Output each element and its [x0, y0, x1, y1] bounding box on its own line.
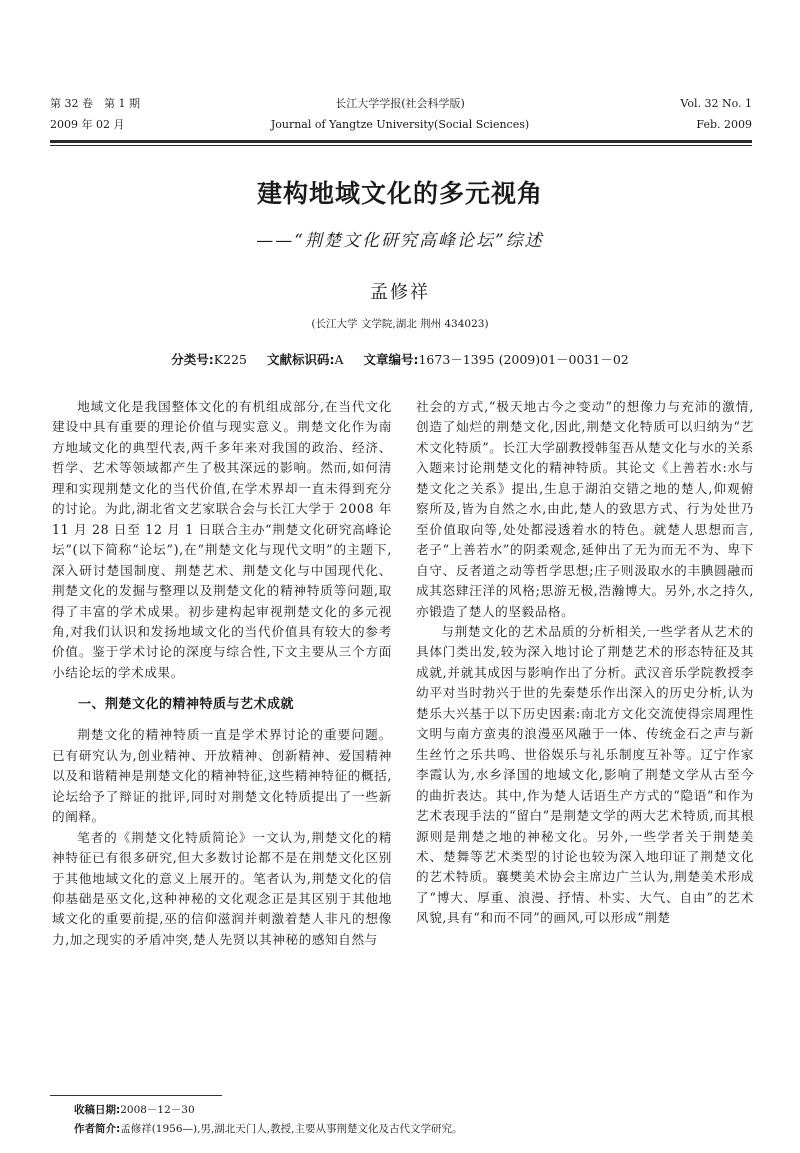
class-number-value: K225 [213, 352, 247, 367]
author-affiliation: (长江大学 文学院,湖北 荆州 434023) [311, 318, 489, 330]
author-bio-value: 孟修祥(1956—),男,湖北天门人,教授,主要从事荆楚文化及古代文学研究。 [120, 1123, 463, 1135]
body-paragraph: 荆楚文化的精神特质一直是学术界讨论的重要问题。已有研究认为,创业精神、开放精神、创新精神、爱国精神以及和谐精神是荆楚文化的精神特征,这些精神特征的概括,论坛给予了辩证的批评,同时对荆楚文化特质提出了一些新的阐释。 [52, 727, 392, 825]
running-header [0, 0, 800, 140]
class-number-label: 分类号: [171, 352, 214, 367]
document-code-value: A [334, 352, 344, 367]
volume-issue-cn: 第 32 卷 第 1 期 [50, 97, 140, 110]
received-date-label: 收稿日期: [74, 1104, 121, 1116]
author-bio [74, 1122, 462, 1136]
author-bio-label: 作者简介: [74, 1123, 121, 1135]
author-name: 孟修祥 [370, 282, 430, 303]
document-code-label: 文献标识码: [266, 352, 335, 367]
header-rule-thin [50, 145, 752, 146]
body-paragraph: 地域文化是我国整体文化的有机组成部分,在当代文化建设中具有重要的理论价值与现实意义。荆楚文化作为南方地域文化的典型代表,两千多年来对我国的政治、经济、哲学、艺术等领域都产生了极其深远的影响。然而,如何清理和实现荆楚文化的当代价值,在学术界却一直未得到充分的讨论。为此,湖北省文艺家联合会与长江大学于 2008 年 11 月 28 日至 12 月 1 日联合主办“荆楚文化研究高峰论坛”(以下简称“论坛”),在“荆楚文化与现代文明”的主题下,深入研讨楚国制度、荆楚艺术、荆楚文化与中国现代化、荆楚文化的发掘与整理以及荆楚文化的精神特质等问题,取得了丰富的学术成果。初步建构起审视荆楚文化的多元视角,对我们认识和发扬地域文化的当代价值具有较大的参考价值。鉴于学术讨论的深度与综合性,下文主要从三个方面小结论坛的学术成果。 [52, 399, 392, 680]
classification-line [0, 351, 800, 369]
received-date [74, 1103, 195, 1117]
article-number-label: 文章编号: [363, 352, 419, 367]
volume-issue-en: Vol. 32 No. 1 [680, 97, 752, 110]
publication-date-en: Feb. 2009 [696, 118, 752, 131]
body-paragraph: 与荆楚文化的艺术品质的分析相关,一些学者从艺术的具体门类出发,较为深入地讨论了荆楚艺术的形态特征及其成就,并就其成因与影响作出了分析。武汉音乐学院教授李幼平对当时勃兴于世的先秦楚乐作出深入的历史分析,认为楚乐大兴基于以下历史因素:南北方文化交流使得宗周理性文明与南方蛮夷的浪漫巫风融于一体、传统金石之声与新生丝竹之乐共鸣、世俗娱乐与礼乐制度互补等。辽宁作家李霞认为,水乡泽国的地域文化,影响了荆楚文学从古至今的曲折表达。其中,作为楚人话语生产方式的“隐语”和作为艺术表现手法的“留白”是荆楚文学的两大艺术特质,而其根源则是荆楚之地的神秘文化。另外,一些学者关于荆楚美术、楚舞等艺术类型的讨论也较为深入地印证了荆楚文化的艺术特质。襄樊美术协会主席边广兰认为,荆楚美术形成了“博大、厚重、浪漫、抒情、朴实、大气、自由”的艺术风貌,具有“和而不同”的画风,可以形成“荆楚 [416, 623, 754, 926]
body-column-left [52, 397, 392, 950]
body-paragraph: 笔者的《荆楚文化特质简论》一文认为,荆楚文化的精神特征已有很多研究,但大多数讨论都不是在荆楚文化区别于其他地域文化的意义上展开的。笔者认为,荆楚文化的信仰基础是巫文化,这种神秘的文化观念正是其区别于其他地域文化的重要前提,巫的信仰滋润并刺激着楚人非凡的想像力,加之现实的矛盾冲突,楚人先贤以其神秘的感知自然与 [52, 829, 392, 947]
article-subtitle: ——“荆楚文化研究高峰论坛”综述 [256, 231, 544, 251]
article-number-value: 1673－1395 (2009)01－0031－02 [418, 352, 629, 367]
body-column-right [416, 397, 754, 929]
publication-date-cn: 2009 年 02 月 [50, 118, 125, 131]
body-paragraph: 社会的方式,“极天地古今之变动”的想像力与充沛的激情,创造了灿烂的荆楚文化,因此,荆楚文化特质可以归纳为“艺术文化特质”。长江大学副教授韩玺吾从楚文化与水的关系入题来讨论荆楚文化的精神特质。其论文《上善若水:水与楚文化之关系》提出,生息于湖泊交错之地的楚人,仰观俯察所及,皆为自然之水,由此,楚人的致思方式、行为处世乃至价值取向等,处处都浸透着水的特色。就楚人思想而言,老子“上善若水”的阴柔观念,延伸出了无为而无不为、卑下自守、反者道之动等哲学思想;庄子则汲取水的丰腆圆融而成其恣肆汪洋的风格;思游无极,浩瀚博大。另外,水之持久,亦锻造了楚人的坚毅品格。 [416, 399, 754, 619]
received-date-value: 2008－12－30 [120, 1104, 195, 1116]
article-title: 建构地域文化的多元视角 [256, 179, 543, 208]
footnote-rule [50, 1095, 222, 1096]
journal-name-en: Journal of Yangtze University(Social Sciences) [270, 118, 530, 131]
header-rule-thick [50, 140, 752, 143]
journal-name-cn: 长江大学学报(社会科学版) [335, 97, 465, 110]
section-heading: 一、荆楚文化的精神特质与艺术成就 [78, 697, 295, 713]
